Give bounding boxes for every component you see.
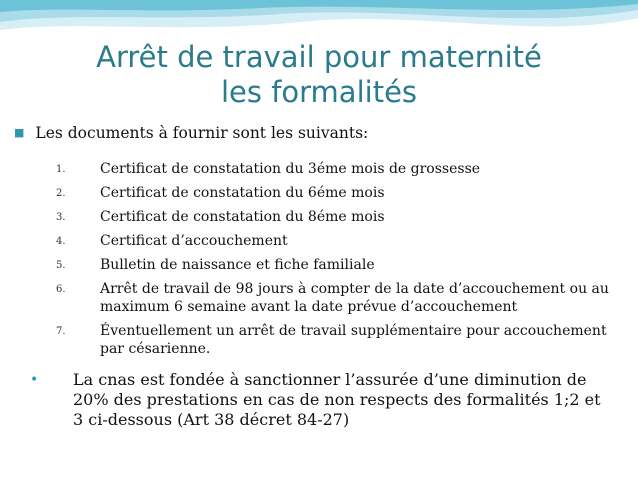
documents-list	[56, 160, 616, 364]
list-item	[56, 280, 616, 316]
item-number: 3.	[56, 212, 66, 223]
item-text: Éventuellement un arrêt de travail supplémentaire pour accouchement par césarienne.	[100, 323, 607, 357]
intro-line	[14, 124, 368, 142]
item-number: 2.	[56, 188, 66, 199]
list-item	[56, 232, 616, 250]
item-number: 4.	[56, 236, 66, 247]
list-item	[56, 160, 616, 178]
intro-text: Les documents à fournir sont les suivants:	[35, 124, 369, 142]
item-text: Arrêt de travail de 98 jours à compter de la date d’accouchement ou au maximum 6 semaine avant la date prévue d’accouchement	[100, 281, 609, 315]
title-line-2: les formalités	[220, 75, 418, 109]
list-item	[56, 322, 616, 358]
sanction-note	[24, 370, 609, 430]
note-text: La cnas est fondée à sanctionner l’assurée d’une diminution de 20% des prestations en cas de non respects des formalités 1;2 et 3 ci-dessous (Art 38 décret 84-27)	[73, 370, 601, 429]
item-number: 1.	[56, 164, 66, 175]
item-text: Certificat de constatation du 8éme mois	[100, 209, 385, 225]
item-number: 5.	[56, 260, 66, 271]
item-text: Certificat d’accouchement	[100, 233, 288, 249]
item-number: 7.	[56, 326, 66, 337]
square-bullet-icon: ■	[14, 126, 25, 139]
list-item	[56, 256, 616, 274]
list-item	[56, 184, 616, 202]
round-bullet-icon: •	[30, 372, 39, 388]
slide-title	[0, 40, 638, 110]
list-item	[56, 208, 616, 226]
item-number: 6.	[56, 284, 66, 295]
item-text: Certificat de constatation du 3éme mois de grossesse	[100, 161, 481, 177]
item-text: Bulletin de naissance et fiche familiale	[100, 257, 375, 273]
item-text: Certificat de constatation du 6éme mois	[100, 185, 385, 201]
title-line-1: Arrêt de travail pour maternité	[96, 40, 542, 74]
